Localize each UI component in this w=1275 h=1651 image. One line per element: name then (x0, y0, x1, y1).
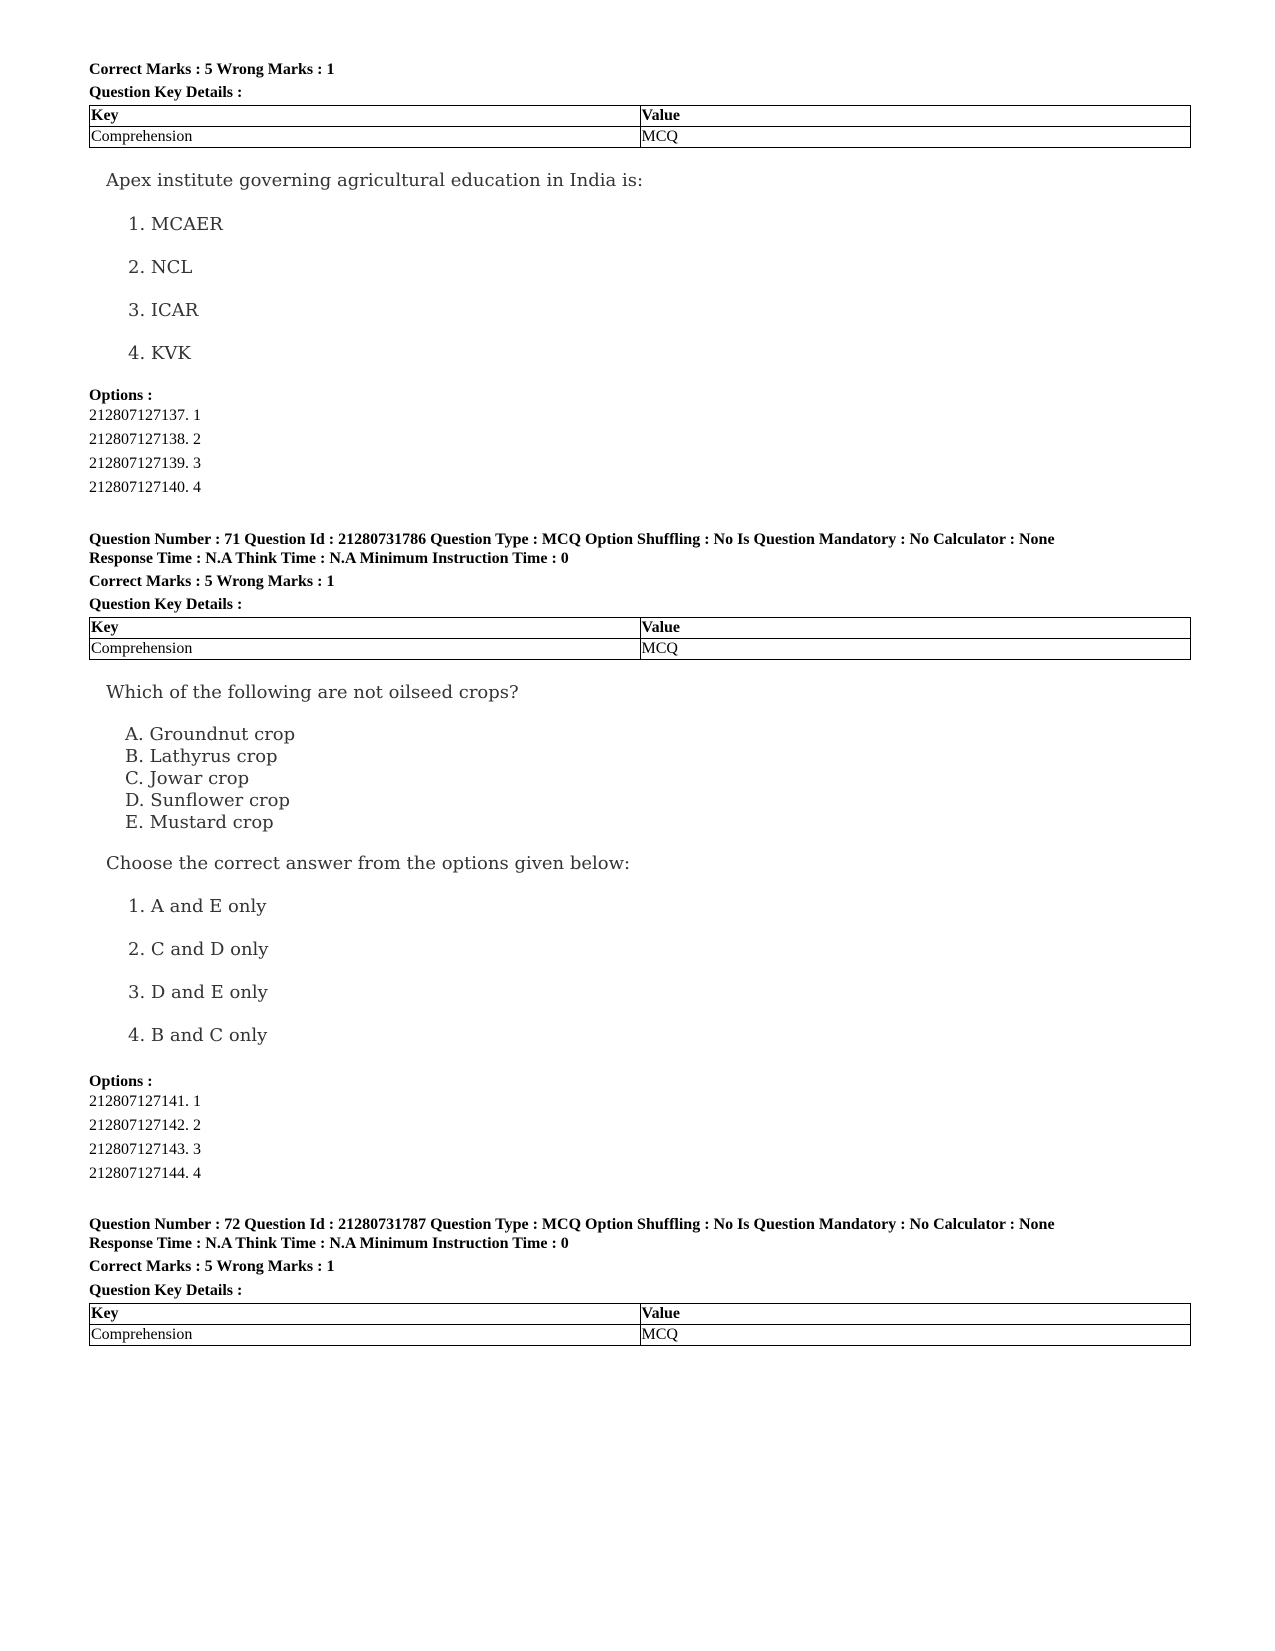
table-row (90, 1325, 1191, 1346)
options-list (89, 404, 201, 500)
value-header: Value (640, 618, 1191, 639)
list-item: 212807127137. 1 (89, 407, 201, 424)
statement-item: D. Sunflower crop (125, 790, 291, 811)
value-cell: MCQ (640, 127, 1191, 148)
choice: 2. C and D only (128, 939, 269, 960)
value-header: Value (640, 106, 1191, 127)
question-header (89, 530, 1191, 568)
question-header-line1: Question Number : 72 Question Id : 21280731787 Question Type : MCQ Option Shuffling : No Is Question Mandatory : No Calculator : None (89, 1216, 1055, 1233)
key-details-label: Question Key Details : (89, 1282, 243, 1299)
table-header-row (90, 1304, 1191, 1325)
key-header: Key (90, 106, 641, 127)
key-cell: Comprehension (90, 1325, 641, 1346)
statement-item: A. Groundnut crop (125, 724, 296, 745)
list-item: 212807127140. 4 (89, 479, 201, 496)
question-instruction: Choose the correct answer from the options given below: (106, 853, 631, 874)
table-row (90, 639, 1191, 660)
question-header-line2: Response Time : N.A Think Time : N.A Minimum Instruction Time : 0 (89, 550, 569, 567)
statement-item: B. Lathyrus crop (125, 746, 278, 767)
question-header (89, 1215, 1191, 1253)
question-image (106, 682, 666, 1052)
table-header-row (90, 618, 1191, 639)
question-image (106, 170, 644, 370)
value-header: Value (640, 1304, 1191, 1325)
statement-item: C. Jowar crop (125, 768, 250, 789)
options-label: Options : (89, 1073, 153, 1090)
statement-item: E. Mustard crop (125, 812, 274, 833)
question-stem: Apex institute governing agricultural education in India is: (106, 170, 644, 191)
list-item: 212807127144. 4 (89, 1165, 201, 1182)
key-details-label: Question Key Details : (89, 596, 243, 613)
marks-line: Correct Marks : 5 Wrong Marks : 1 (89, 1258, 335, 1275)
key-details-table (89, 1303, 1191, 1346)
choice: 3. ICAR (128, 300, 199, 321)
key-details-table (89, 617, 1191, 660)
key-cell: Comprehension (90, 127, 641, 148)
key-header: Key (90, 1304, 641, 1325)
choice: 1. MCAER (128, 214, 223, 235)
list-item: 212807127139. 3 (89, 455, 201, 472)
choice: 2. NCL (128, 257, 193, 278)
table-row (90, 127, 1191, 148)
choice: 4. KVK (128, 343, 191, 364)
list-item: 212807127143. 3 (89, 1141, 201, 1158)
marks-line: Correct Marks : 5 Wrong Marks : 1 (89, 573, 335, 590)
value-cell: MCQ (640, 1325, 1191, 1346)
options-label: Options : (89, 387, 153, 404)
question-header-line1: Question Number : 71 Question Id : 21280731786 Question Type : MCQ Option Shuffling : No Is Question Mandatory : No Calculator : None (89, 531, 1055, 548)
list-item: 212807127138. 2 (89, 431, 201, 448)
key-header: Key (90, 618, 641, 639)
list-item: 212807127141. 1 (89, 1093, 201, 1110)
options-list (89, 1090, 201, 1186)
question-stem: Which of the following are not oilseed crops? (106, 682, 519, 703)
choice: 4. B and C only (128, 1025, 268, 1046)
key-cell: Comprehension (90, 639, 641, 660)
marks-line: Correct Marks : 5 Wrong Marks : 1 (89, 61, 335, 78)
question-header-line2: Response Time : N.A Think Time : N.A Minimum Instruction Time : 0 (89, 1235, 569, 1252)
choice: 1. A and E only (128, 896, 267, 917)
table-header-row (90, 106, 1191, 127)
key-details-label: Question Key Details : (89, 84, 243, 101)
list-item: 212807127142. 2 (89, 1117, 201, 1134)
key-details-table (89, 105, 1191, 148)
value-cell: MCQ (640, 639, 1191, 660)
choice: 3. D and E only (128, 982, 268, 1003)
